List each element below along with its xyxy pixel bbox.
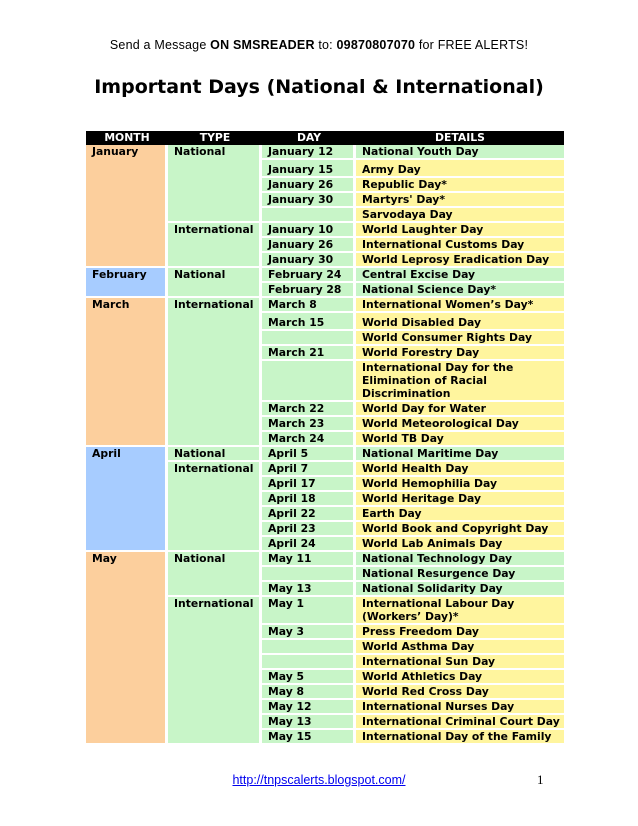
day-cell: May 13 [262, 715, 356, 730]
details-cell: World Book and Copyright Day [356, 522, 564, 537]
details-cell: International Sun Day [356, 655, 564, 670]
day-cell [262, 331, 356, 346]
day-cell [262, 567, 356, 582]
details-cell: World Day for Water [356, 402, 564, 417]
details-cell: Sarvodaya Day [356, 208, 564, 223]
details-cell: International Women’s Day* [356, 298, 564, 313]
details-cell: National Maritime Day [356, 447, 564, 462]
details-cell: International Labour Day (Workers’ Day)* [356, 597, 564, 625]
details-cell: National Solidarity Day [356, 582, 564, 597]
day-cell: February 28 [262, 283, 356, 298]
details-cell: World Red Cross Day [356, 685, 564, 700]
day-cell: March 24 [262, 432, 356, 447]
details-cell: Martyrs' Day* [356, 193, 564, 208]
day-cell: April 22 [262, 507, 356, 522]
table-row [86, 552, 564, 567]
day-cell: February 24 [262, 268, 356, 283]
col-header-type: TYPE [168, 131, 262, 145]
day-cell: January 30 [262, 193, 356, 208]
day-cell: January 26 [262, 238, 356, 253]
day-cell: April 5 [262, 447, 356, 462]
details-cell: International Criminal Court Day [356, 715, 564, 730]
type-cell: International [168, 597, 262, 745]
blog-link[interactable]: http://tnpscalerts.blogspot.com/ [232, 773, 406, 787]
table-row [86, 447, 564, 462]
table-header-row [86, 131, 564, 145]
details-cell: Central Excise Day [356, 268, 564, 283]
type-cell: International [168, 462, 262, 552]
day-cell: January 30 [262, 253, 356, 268]
details-cell: Earth Day [356, 507, 564, 522]
day-cell: March 8 [262, 298, 356, 313]
day-cell: May 12 [262, 700, 356, 715]
details-cell: World Meteorological Day [356, 417, 564, 432]
details-cell: World Consumer Rights Day [356, 331, 564, 346]
details-cell: National Technology Day [356, 552, 564, 567]
day-cell: April 17 [262, 477, 356, 492]
promo-number: 09870807070 [336, 38, 416, 52]
table-row [86, 298, 564, 313]
month-cell: February [86, 268, 168, 298]
day-cell: April 23 [262, 522, 356, 537]
page-title: Important Days (National & International) [94, 76, 544, 98]
details-cell: World Laughter Day [356, 223, 564, 238]
type-cell: National [168, 145, 262, 223]
day-cell [262, 655, 356, 670]
details-cell: International Day for the Elimination of Racial Discrimination [356, 361, 564, 402]
day-cell: May 1 [262, 597, 356, 625]
details-cell: National Youth Day [356, 145, 564, 160]
details-cell: World TB Day [356, 432, 564, 447]
col-header-day: DAY [262, 131, 356, 145]
details-cell: World Heritage Day [356, 492, 564, 507]
month-cell: April [86, 447, 168, 552]
day-cell [262, 640, 356, 655]
day-cell [262, 361, 356, 402]
page-number: 1 [537, 772, 544, 787]
day-cell: May 8 [262, 685, 356, 700]
day-cell: January 12 [262, 145, 356, 160]
details-cell: National Science Day* [356, 283, 564, 298]
day-cell: January 26 [262, 178, 356, 193]
important-days-table [86, 131, 564, 745]
day-cell: March 21 [262, 346, 356, 361]
promo-text: to: [314, 38, 337, 52]
details-cell: International Nurses Day [356, 700, 564, 715]
day-cell: April 24 [262, 537, 356, 552]
details-cell: World Forestry Day [356, 346, 564, 361]
month-cell: May [86, 552, 168, 745]
details-cell: World Lab Animals Day [356, 537, 564, 552]
details-cell: World Athletics Day [356, 670, 564, 685]
details-cell: International Day of the Family [356, 730, 564, 745]
day-cell [262, 208, 356, 223]
month-cell: March [86, 298, 168, 447]
day-cell: March 15 [262, 313, 356, 331]
promo-keyword: ON SMSREADER [210, 38, 315, 52]
type-cell: National [168, 447, 262, 462]
col-header-details: DETAILS [356, 131, 564, 145]
day-cell: April 18 [262, 492, 356, 507]
table-row [86, 145, 564, 160]
type-cell: International [168, 223, 262, 268]
day-cell: May 5 [262, 670, 356, 685]
month-cell: January [86, 145, 168, 268]
day-cell: May 11 [262, 552, 356, 567]
day-cell: January 10 [262, 223, 356, 238]
details-cell: World Leprosy Eradication Day [356, 253, 564, 268]
details-cell: World Asthma Day [356, 640, 564, 655]
day-cell: May 3 [262, 625, 356, 640]
type-cell: National [168, 552, 262, 597]
promo-header [0, 38, 638, 52]
day-cell: January 15 [262, 160, 356, 178]
details-cell: Republic Day* [356, 178, 564, 193]
details-cell: National Resurgence Day [356, 567, 564, 582]
day-cell: March 22 [262, 402, 356, 417]
col-header-month: MONTH [86, 131, 168, 145]
day-cell: May 15 [262, 730, 356, 745]
details-cell: World Hemophilia Day [356, 477, 564, 492]
day-cell: April 7 [262, 462, 356, 477]
day-cell: March 23 [262, 417, 356, 432]
details-cell: Press Freedom Day [356, 625, 564, 640]
promo-text: Send a Message [109, 38, 211, 52]
day-cell: May 13 [262, 582, 356, 597]
type-cell: National [168, 268, 262, 298]
details-cell: Army Day [356, 160, 564, 178]
details-cell: World Health Day [356, 462, 564, 477]
details-cell: World Disabled Day [356, 313, 564, 331]
details-cell: International Customs Day [356, 238, 564, 253]
type-cell: International [168, 298, 262, 447]
table-row [86, 268, 564, 283]
promo-text: for FREE ALERTS! [415, 38, 529, 52]
